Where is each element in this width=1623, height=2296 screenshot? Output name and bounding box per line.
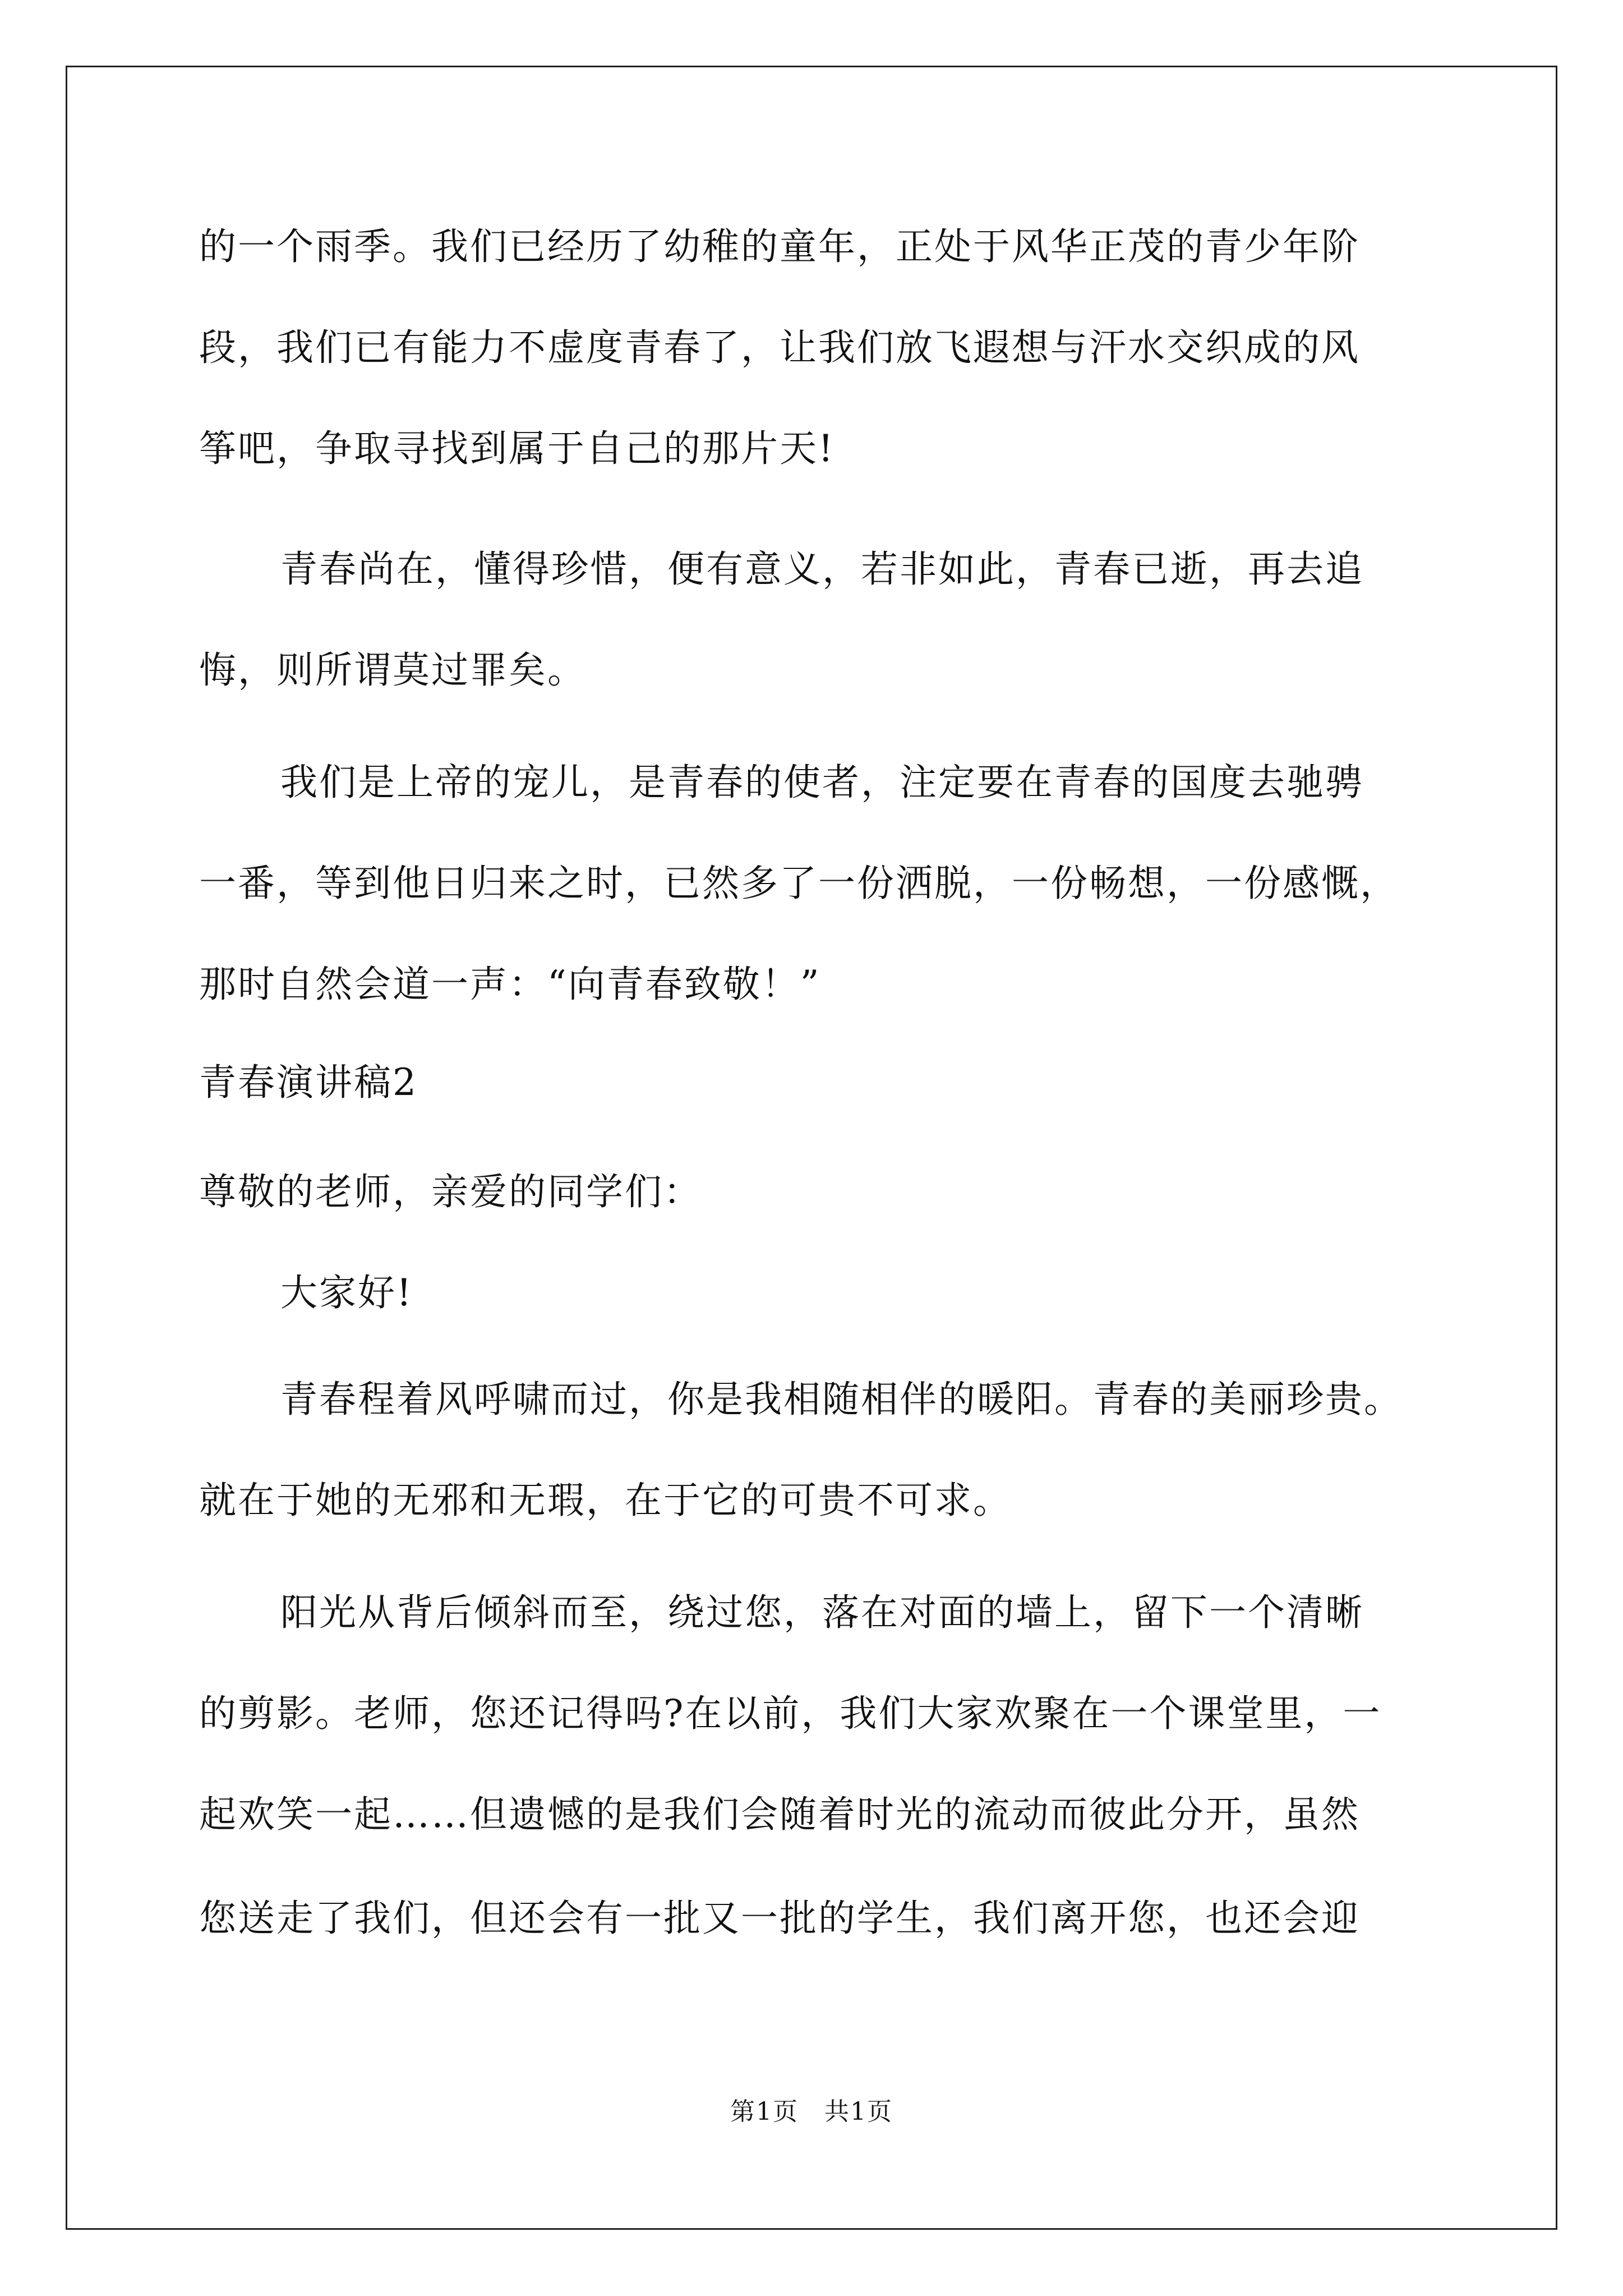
body-text-line: 我们是上帝的宠儿，是青春的使者，注定要在青春的国度去驰骋	[280, 761, 1364, 804]
body-text-line: 的一个雨季。我们已经历了幼稚的童年，正处于风华正茂的青少年阶	[199, 225, 1360, 268]
body-text-line: 一番，等到他日归来之时，已然多了一份洒脱，一份畅想，一份感慨，	[199, 862, 1399, 905]
body-text-line: 那时自然会道一声：“向青春致敬！”	[199, 963, 821, 1006]
body-text-line: 就在于她的无邪和无瑕，在于它的可贵不可求。	[199, 1479, 1012, 1522]
body-text-line: 您送走了我们，但还会有一批又一批的学生，我们离开您，也还会迎	[199, 1897, 1360, 1940]
page-number: 第1页 共1页	[730, 2097, 893, 2126]
section-title: 青春演讲稿2	[199, 1061, 418, 1104]
body-text-line: 阳光从背后倾斜而至，绕过您，落在对面的墙上，留下一个清晰	[280, 1591, 1364, 1634]
body-text-line: 筝吧，争取寻找到属于自己的那片天!	[199, 427, 835, 470]
salutation: 尊敬的老师，亲爱的同学们：	[199, 1170, 702, 1213]
body-text-line: 的剪影。老师，您还记得吗?在以前，我们大家欢聚在一个课堂里，一	[199, 1692, 1382, 1735]
greeting: 大家好!	[280, 1271, 413, 1314]
body-text-line: 段，我们已有能力不虚度青春了，让我们放飞遐想与汗水交织成的风	[199, 326, 1360, 369]
body-text-line: 青春程着风呼啸而过，你是我相随相伴的暖阳。青春的美丽珍贵。	[280, 1378, 1403, 1421]
body-text-line: 青春尚在，懂得珍惜，便有意义，若非如此，青春已逝，再去追	[280, 547, 1364, 591]
body-text-line: 悔，则所谓莫过罪矣。	[199, 648, 586, 692]
body-text-line: 起欢笑一起……但遗憾的是我们会随着时光的流动而彼此分开，虽然	[199, 1793, 1360, 1836]
